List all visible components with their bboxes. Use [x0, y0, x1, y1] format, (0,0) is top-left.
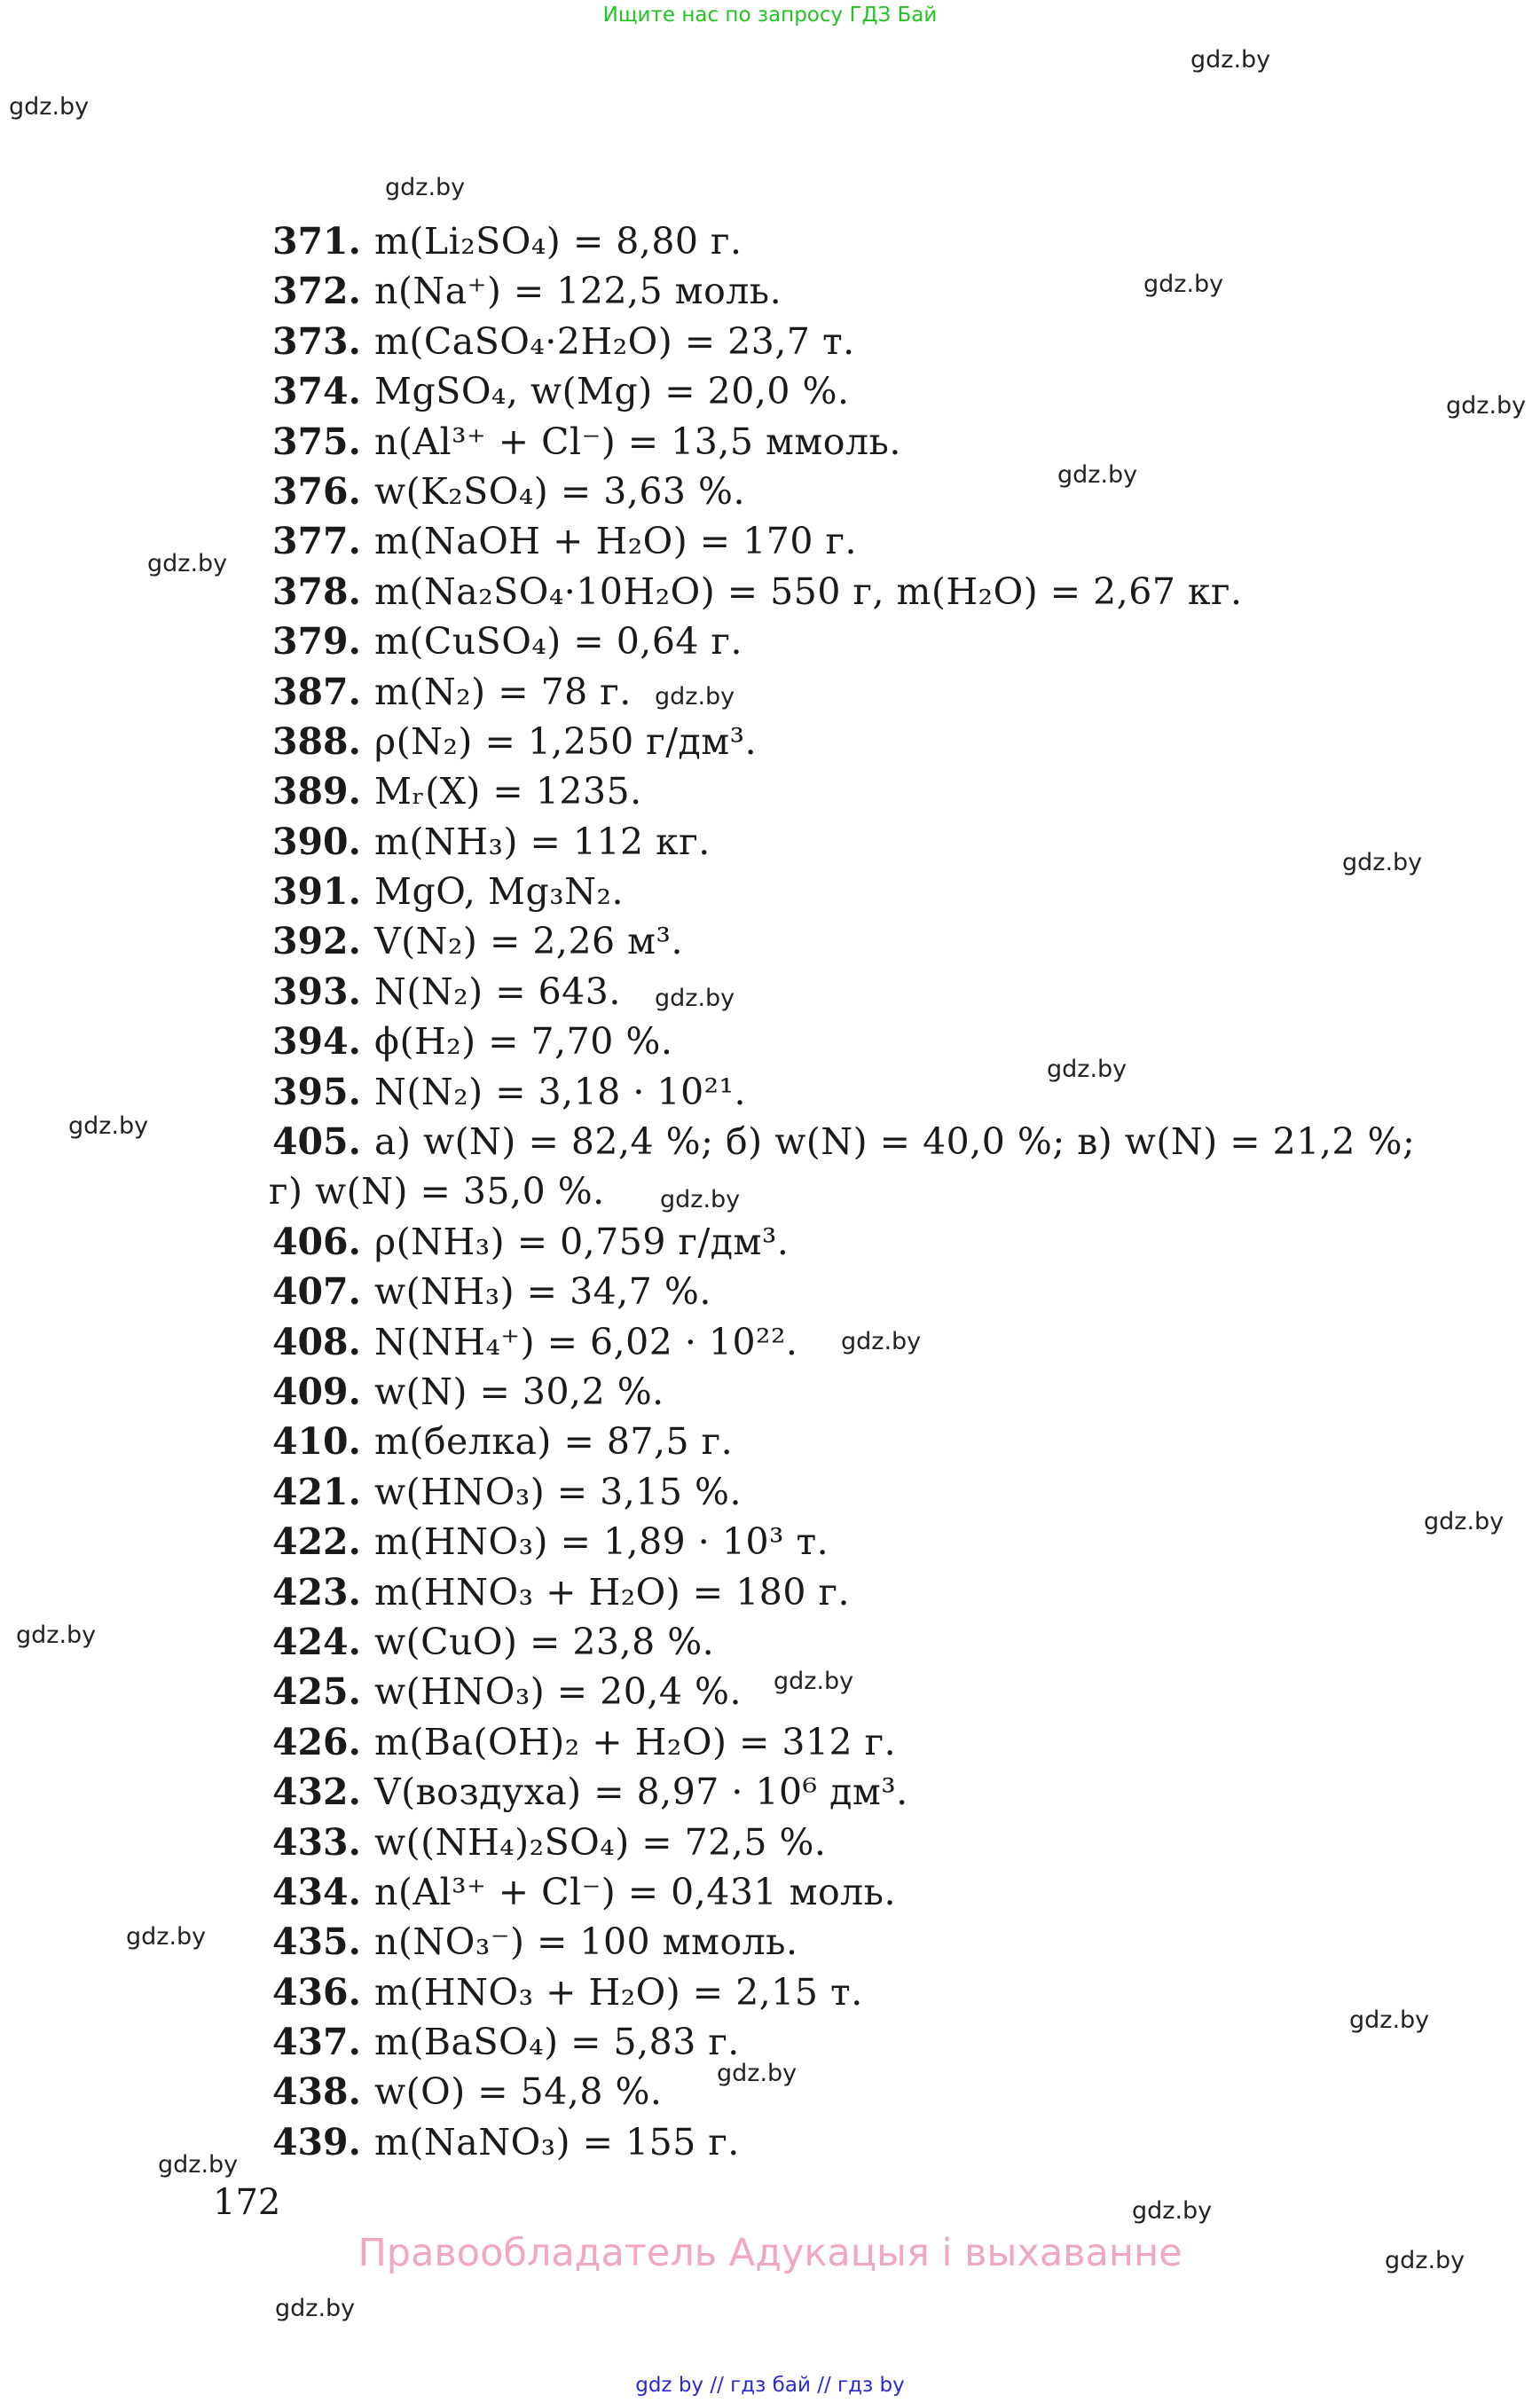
top-banner: Ищите нас по запросу ГДЗ Бай — [602, 4, 938, 27]
answer-row — [272, 821, 1497, 870]
watermark: gdz.by — [16, 1622, 97, 1649]
answer-row — [272, 1520, 1497, 1570]
answer-number: 373. — [272, 319, 361, 363]
answer-number: 394. — [272, 1020, 361, 1064]
answer-text: N(NH₄⁺) = 6,02 · 10²². — [374, 1320, 798, 1363]
answer-row — [272, 470, 1497, 520]
answer-row — [272, 1571, 1497, 1621]
answer-row — [272, 870, 1497, 920]
answer-text: m(Ba(OH)₂ + H₂O) = 312 г. — [374, 1720, 897, 1763]
answer-text: w(O) = 54,8 %. — [374, 2070, 663, 2114]
answer-number: 436. — [272, 1970, 361, 2014]
answer-row — [272, 2021, 1497, 2070]
answer-text: m(NaOH + H₂O) = 170 г. — [374, 520, 857, 563]
watermark: gdz.by — [1047, 1056, 1128, 1083]
answer-row — [272, 1221, 1497, 1270]
watermark: gdz.by — [841, 1328, 922, 1355]
answer-text: V(N₂) = 2,26 м³. — [374, 920, 684, 963]
answer-number: 424. — [272, 1620, 361, 1663]
answer-text: m(CaSO₄·2H₂O) = 23,7 т. — [374, 319, 855, 363]
answer-row — [272, 620, 1497, 670]
answer-row — [272, 1420, 1497, 1470]
watermark: gdz.by — [655, 985, 735, 1012]
watermark: gdz.by — [275, 2295, 356, 2322]
answer-number: 392. — [272, 920, 361, 963]
watermark: gdz.by — [385, 174, 466, 201]
answer-row — [272, 320, 1497, 370]
answer-row — [272, 1971, 1497, 2021]
answer-number: 391. — [272, 870, 361, 914]
answer-row — [272, 220, 1497, 270]
watermark: gdz.by — [774, 1668, 854, 1695]
answer-row — [272, 1370, 1497, 1420]
answer-text: w(HNO₃) = 20,4 %. — [374, 1670, 742, 1714]
answer-number: 409. — [272, 1370, 361, 1413]
answer-text: m(NaNO₃) = 155 г. — [374, 2120, 740, 2163]
answer-row — [272, 2070, 1497, 2120]
watermark: gdz.by — [1057, 461, 1138, 489]
answer-text: а) w(N) = 82,4 %; б) w(N) = 40,0 %; в) w(N) = 21,2 %; — [374, 1120, 1416, 1164]
answer-number: 379. — [272, 620, 361, 664]
answer-row — [272, 2121, 1497, 2171]
answer-text: ρ(NH₃) = 0,759 г/дм³. — [374, 1220, 790, 1263]
answer-number: 372. — [272, 270, 361, 313]
watermark: gdz.by — [1385, 2247, 1465, 2274]
answer-number: 374. — [272, 370, 361, 413]
answer-text: m(белка) = 87,5 г. — [374, 1420, 734, 1464]
answer-text: n(NO₃⁻) = 100 ммоль. — [374, 1920, 798, 1964]
answer-text: w(CuO) = 23,8 %. — [374, 1620, 715, 1663]
answer-text: n(Al³⁺ + Cl⁻) = 0,431 моль. — [374, 1870, 897, 1913]
watermark: gdz.by — [126, 1923, 207, 1951]
answer-row — [272, 1321, 1497, 1370]
answer-number: 390. — [272, 820, 361, 863]
answer-row — [272, 570, 1497, 620]
answer-text: V(воздуха) = 8,97 · 10⁶ дм³. — [374, 1771, 908, 1814]
answer-row — [272, 720, 1497, 770]
answer-text: n(Na⁺) = 122,5 моль. — [374, 270, 782, 313]
answer-number: 437. — [272, 2021, 361, 2064]
answer-text: w(K₂SO₄) = 3,63 %. — [374, 469, 746, 513]
footer-links[interactable]: gdz by // гдз бай // гдз by — [635, 2374, 905, 2397]
answer-number: 425. — [272, 1670, 361, 1714]
answer-list — [269, 220, 1497, 2171]
answer-number: 388. — [272, 719, 361, 763]
copyright-notice: Правообладатель Адукацыя і выхаванне — [358, 2231, 1182, 2275]
answer-text: w(N) = 30,2 %. — [374, 1370, 664, 1413]
answer-row — [272, 1721, 1497, 1771]
answer-number: 423. — [272, 1570, 361, 1614]
watermark: gdz.by — [660, 1186, 741, 1213]
answer-row — [272, 1270, 1497, 1320]
answer-number: 376. — [272, 469, 361, 513]
watermark: gdz.by — [9, 93, 90, 121]
watermark: gdz.by — [655, 683, 735, 711]
answer-number: 422. — [272, 1520, 361, 1564]
answer-row — [272, 1071, 1497, 1120]
watermark: gdz.by — [1132, 2197, 1213, 2225]
answer-text: m(HNO₃ + H₂O) = 2,15 т. — [374, 1970, 863, 2014]
watermark: gdz.by — [1190, 46, 1271, 74]
answer-text: n(Al³⁺ + Cl⁻) = 13,5 ммоль. — [374, 420, 901, 463]
answer-text: MgSO₄, w(Mg) = 20,0 %. — [374, 370, 850, 413]
page-number: 172 — [213, 2182, 281, 2223]
answer-row — [272, 770, 1497, 820]
answer-number: 395. — [272, 1070, 361, 1113]
watermark: gdz.by — [1446, 392, 1527, 420]
answer-number: 405. — [272, 1120, 361, 1164]
answer-row — [272, 420, 1497, 470]
answer-row — [272, 1120, 1497, 1170]
answer-number: 438. — [272, 2070, 361, 2114]
answer-text: m(HNO₃ + H₂O) = 180 г. — [374, 1570, 850, 1614]
answer-text: N(N₂) = 643. — [374, 970, 621, 1013]
answer-row — [272, 270, 1497, 319]
watermark: gdz.by — [158, 2151, 239, 2179]
answer-text: m(BaSO₄) = 5,83 г. — [374, 2021, 740, 2064]
watermark: gdz.by — [1424, 1508, 1505, 1535]
answer-number: 406. — [272, 1220, 361, 1263]
watermark: gdz.by — [147, 550, 228, 577]
watermark: gdz.by — [1342, 849, 1423, 876]
watermark: gdz.by — [1349, 2006, 1430, 2034]
answer-text: m(NH₃) = 112 кг. — [374, 820, 711, 863]
answer-row — [272, 1670, 1497, 1720]
watermark: gdz.by — [68, 1112, 149, 1140]
answer-number: 421. — [272, 1470, 361, 1513]
answer-number: 426. — [272, 1720, 361, 1763]
answer-text: w(NH₃) = 34,7 %. — [374, 1270, 711, 1314]
answer-text: ρ(N₂) = 1,250 г/дм³. — [374, 719, 758, 763]
answer-text: Mᵣ(X) = 1235. — [374, 770, 642, 813]
answer-number: 378. — [272, 569, 361, 613]
answer-text: m(CuSO₄) = 0,64 г. — [374, 620, 743, 664]
answer-text: w(HNO₃) = 3,15 %. — [374, 1470, 742, 1513]
watermark: gdz.by — [717, 2060, 798, 2087]
answer-row — [272, 1621, 1497, 1670]
answer-row — [272, 1920, 1497, 1970]
answer-row-continuation — [269, 1170, 1497, 1220]
answer-number: 377. — [272, 520, 361, 563]
answer-number: 375. — [272, 420, 361, 463]
answer-number: 434. — [272, 1870, 361, 1913]
watermark: gdz.by — [1143, 271, 1224, 298]
answer-text: w((NH₄)₂SO₄) = 72,5 %. — [374, 1820, 827, 1864]
answer-row — [272, 1871, 1497, 1920]
answer-number: 439. — [272, 2120, 361, 2163]
answer-text: г) w(N) = 35,0 %. — [269, 1170, 605, 1213]
answer-row — [272, 970, 1497, 1020]
answer-text: MgO, Mg₃N₂. — [374, 870, 625, 914]
answer-number: 407. — [272, 1270, 361, 1314]
answer-text: m(N₂) = 78 г. — [374, 670, 632, 713]
answer-text: N(N₂) = 3,18 · 10²¹. — [374, 1070, 747, 1113]
answer-row — [272, 1821, 1497, 1871]
answer-row — [272, 1771, 1497, 1820]
answer-text: ϕ(H₂) = 7,70 %. — [374, 1020, 673, 1064]
answer-row — [272, 1471, 1497, 1520]
answer-text: m(HNO₃) = 1,89 · 10³ т. — [374, 1520, 829, 1564]
answer-number: 389. — [272, 770, 361, 813]
answer-row — [272, 370, 1497, 420]
answer-row — [272, 671, 1497, 720]
answer-number: 435. — [272, 1920, 361, 1964]
answer-row — [272, 1020, 1497, 1070]
answer-number: 408. — [272, 1320, 361, 1363]
answer-number: 432. — [272, 1771, 361, 1814]
answer-row — [272, 920, 1497, 970]
answer-number: 371. — [272, 220, 361, 263]
answer-text: m(Na₂SO₄·10H₂O) = 550 г, m(H₂O) = 2,67 кг. — [374, 569, 1243, 613]
answer-text: m(Li₂SO₄) = 8,80 г. — [374, 220, 742, 263]
answer-number: 433. — [272, 1820, 361, 1864]
answer-number: 393. — [272, 970, 361, 1013]
answer-row — [272, 520, 1497, 569]
answer-number: 387. — [272, 670, 361, 713]
answer-number: 410. — [272, 1420, 361, 1464]
